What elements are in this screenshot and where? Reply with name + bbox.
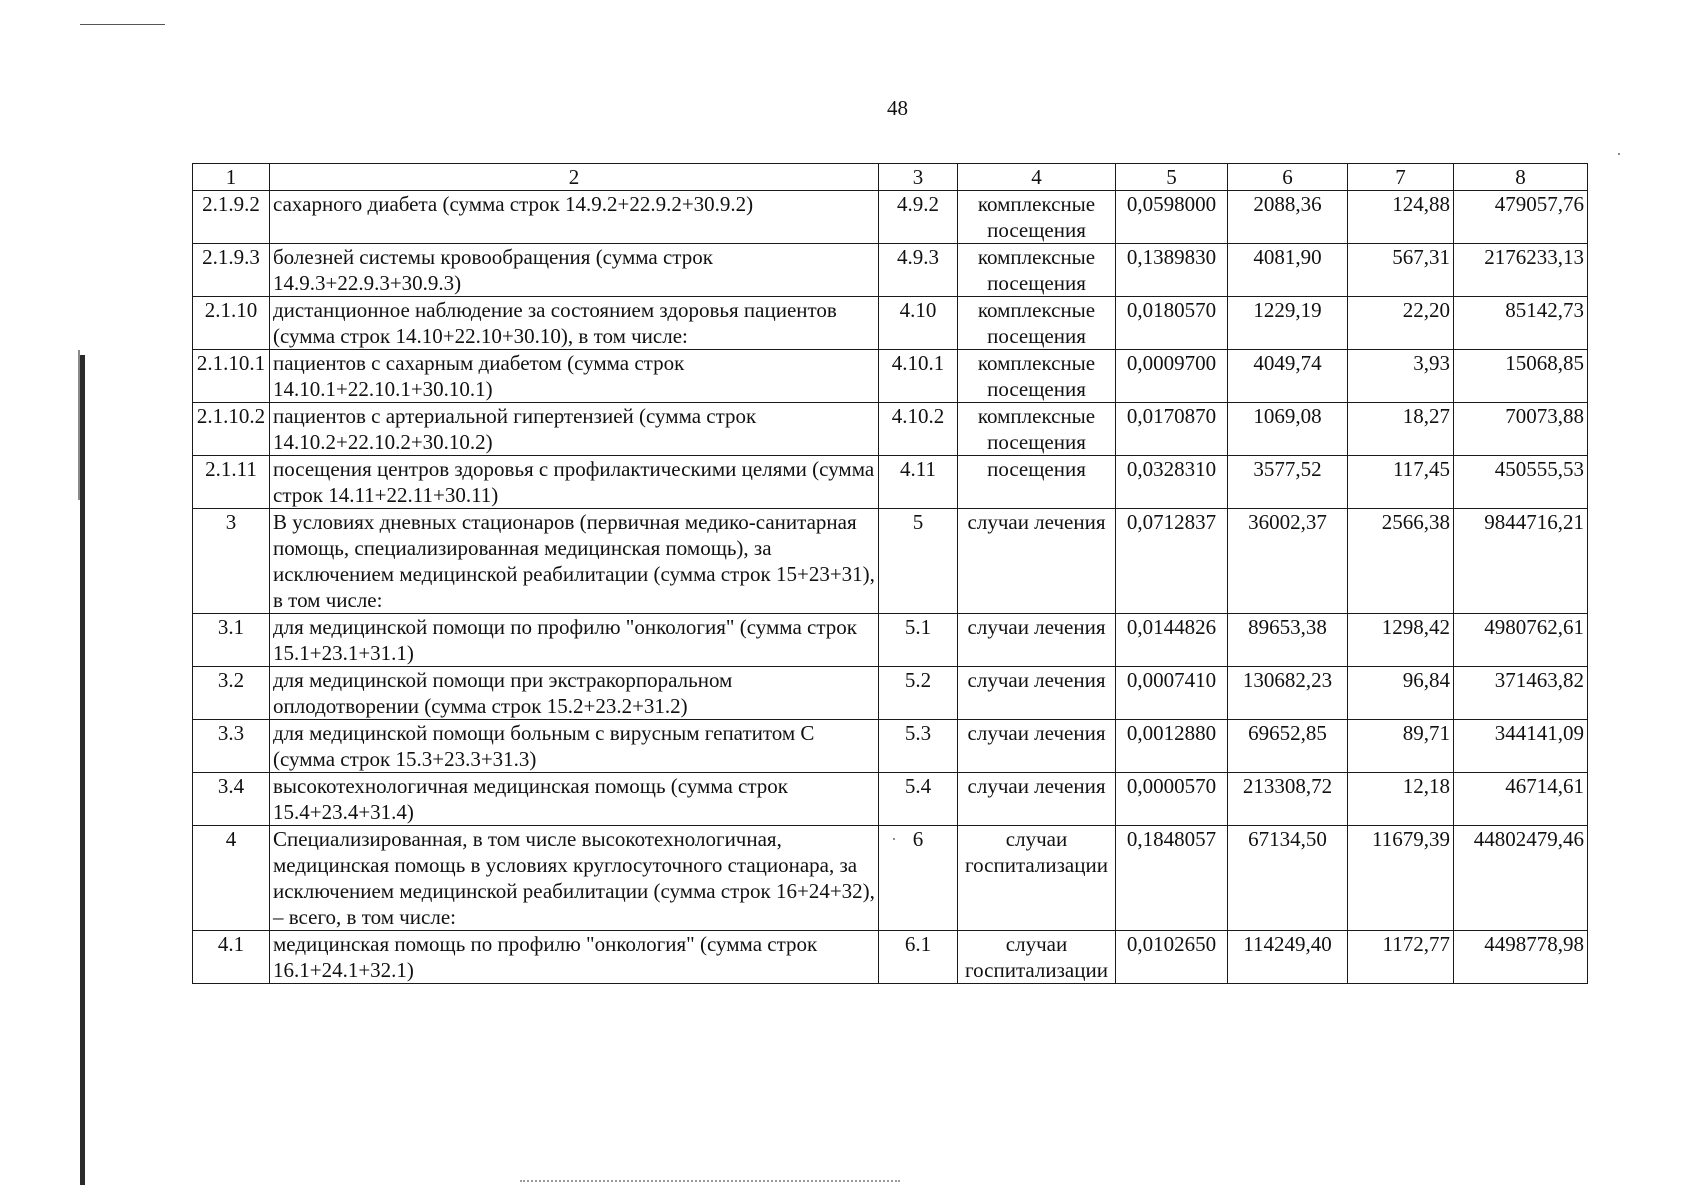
per-capita-cell: 3,93 bbox=[1348, 350, 1454, 403]
per-capita-cell: 117,45 bbox=[1348, 456, 1454, 509]
header-cell: 2 bbox=[270, 164, 879, 191]
line-code-cell: 4.10.2 bbox=[879, 403, 958, 456]
indicator-name-cell: пациентов с артериальной гипертензией (сумма строк 14.10.2+22.10.2+30.10.2) bbox=[270, 403, 879, 456]
cost-norm-cell: 1229,19 bbox=[1228, 297, 1348, 350]
indicator-name-cell: пациентов с сахарным диабетом (сумма строк 14.10.1+22.10.1+30.10.1) bbox=[270, 350, 879, 403]
cost-norm-cell: 4049,74 bbox=[1228, 350, 1348, 403]
volume-norm-cell: 0,0144826 bbox=[1116, 614, 1228, 667]
indicator-name-cell: медицинская помощь по профилю "онкология" (сумма строк 16.1+24.1+32.1) bbox=[270, 931, 879, 984]
cost-norm-cell: 114249,40 bbox=[1228, 931, 1348, 984]
row-number-cell: 3 bbox=[193, 509, 270, 614]
cost-norm-cell: 130682,23 bbox=[1228, 667, 1348, 720]
volume-norm-cell: 0,0328310 bbox=[1116, 456, 1228, 509]
indicator-name-cell: посещения центров здоровья с профилактическими целями (сумма строк 14.11+22.11+30.11) bbox=[270, 456, 879, 509]
cost-norm-cell: 1069,08 bbox=[1228, 403, 1348, 456]
per-capita-cell: 11679,39 bbox=[1348, 826, 1454, 931]
unit-cell: случаи лечения bbox=[958, 773, 1116, 826]
volume-norm-cell: 0,0009700 bbox=[1116, 350, 1228, 403]
table-row bbox=[193, 509, 1588, 614]
page-number: 48 bbox=[887, 96, 908, 120]
volume-norm-cell: 0,0007410 bbox=[1116, 667, 1228, 720]
volume-norm-cell: 0,0000570 bbox=[1116, 773, 1228, 826]
line-code-cell: 4.10 bbox=[879, 297, 958, 350]
row-number-cell: 3.3 bbox=[193, 720, 270, 773]
unit-cell: случаи госпитализации bbox=[958, 826, 1116, 931]
row-number-cell: 2.1.9.3 bbox=[193, 244, 270, 297]
table-row bbox=[193, 826, 1588, 931]
total-cell: 450555,53 bbox=[1454, 456, 1588, 509]
total-cell: 44802479,46 bbox=[1454, 826, 1588, 931]
total-cell: 70073,88 bbox=[1454, 403, 1588, 456]
table-row bbox=[193, 720, 1588, 773]
unit-cell: случаи лечения bbox=[958, 614, 1116, 667]
unit-cell: комплексные посещения bbox=[958, 297, 1116, 350]
total-cell: 85142,73 bbox=[1454, 297, 1588, 350]
scan-edge-bar bbox=[80, 355, 85, 1185]
cost-norm-cell: 67134,50 bbox=[1228, 826, 1348, 931]
volume-norm-cell: 0,0180570 bbox=[1116, 297, 1228, 350]
total-cell: 371463,82 bbox=[1454, 667, 1588, 720]
per-capita-cell: 1298,42 bbox=[1348, 614, 1454, 667]
total-cell: 46714,61 bbox=[1454, 773, 1588, 826]
per-capita-cell: 18,27 bbox=[1348, 403, 1454, 456]
line-code-cell: 4.9.2 bbox=[879, 191, 958, 244]
table-row bbox=[193, 931, 1588, 984]
indicator-name-cell: сахарного диабета (сумма строк 14.9.2+22.9.2+30.9.2) bbox=[270, 191, 879, 244]
cost-norm-cell: 3577,52 bbox=[1228, 456, 1348, 509]
total-cell: 9844716,21 bbox=[1454, 509, 1588, 614]
unit-cell: комплексные посещения bbox=[958, 244, 1116, 297]
cost-norm-cell: 2088,36 bbox=[1228, 191, 1348, 244]
row-number-cell: 4.1 bbox=[193, 931, 270, 984]
unit-cell: случаи лечения bbox=[958, 720, 1116, 773]
line-code-cell: 5.4 bbox=[879, 773, 958, 826]
data-table bbox=[192, 163, 1588, 984]
total-cell: 4980762,61 bbox=[1454, 614, 1588, 667]
unit-cell: случаи лечения bbox=[958, 509, 1116, 614]
volume-norm-cell: 0,0170870 bbox=[1116, 403, 1228, 456]
cost-norm-cell: 213308,72 bbox=[1228, 773, 1348, 826]
table-header-row bbox=[193, 164, 1588, 191]
row-number-cell: 3.4 bbox=[193, 773, 270, 826]
total-cell: 344141,09 bbox=[1454, 720, 1588, 773]
cost-norm-cell: 4081,90 bbox=[1228, 244, 1348, 297]
indicator-name-cell: для медицинской помощи при экстракорпоральном оплодотворении (сумма строк 15.2+23.2+31.2) bbox=[270, 667, 879, 720]
cost-norm-cell: 36002,37 bbox=[1228, 509, 1348, 614]
line-code-cell: 6.1 bbox=[879, 931, 958, 984]
header-cell: 7 bbox=[1348, 164, 1454, 191]
line-code-cell: 5.3 bbox=[879, 720, 958, 773]
cost-norm-cell: 89653,38 bbox=[1228, 614, 1348, 667]
volume-norm-cell: 0,1389830 bbox=[1116, 244, 1228, 297]
row-number-cell: 4 bbox=[193, 826, 270, 931]
table-row bbox=[193, 350, 1588, 403]
row-number-cell: 2.1.10.1 bbox=[193, 350, 270, 403]
unit-cell: комплексные посещения bbox=[958, 350, 1116, 403]
table-row bbox=[193, 773, 1588, 826]
row-number-cell: 3.2 bbox=[193, 667, 270, 720]
header-cell: 3 bbox=[879, 164, 958, 191]
per-capita-cell: 89,71 bbox=[1348, 720, 1454, 773]
per-capita-cell: 22,20 bbox=[1348, 297, 1454, 350]
cost-norm-cell: 69652,85 bbox=[1228, 720, 1348, 773]
row-number-cell: 2.1.11 bbox=[193, 456, 270, 509]
line-code-cell: 4.11 bbox=[879, 456, 958, 509]
indicator-name-cell: для медицинской помощи больным с вирусным гепатитом С (сумма строк 15.3+23.3+31.3) bbox=[270, 720, 879, 773]
header-cell: 8 bbox=[1454, 164, 1588, 191]
per-capita-cell: 1172,77 bbox=[1348, 931, 1454, 984]
line-code-cell: 6 bbox=[879, 826, 958, 931]
total-cell: 479057,76 bbox=[1454, 191, 1588, 244]
top-rule bbox=[80, 24, 165, 25]
volume-norm-cell: 0,1848057 bbox=[1116, 826, 1228, 931]
volume-norm-cell: 0,0598000 bbox=[1116, 191, 1228, 244]
per-capita-cell: 124,88 bbox=[1348, 191, 1454, 244]
total-cell: 4498778,98 bbox=[1454, 931, 1588, 984]
table-row bbox=[193, 614, 1588, 667]
row-number-cell: 2.1.10.2 bbox=[193, 403, 270, 456]
line-code-cell: 5.1 bbox=[879, 614, 958, 667]
table-row bbox=[193, 667, 1588, 720]
line-code-cell: 4.10.1 bbox=[879, 350, 958, 403]
per-capita-cell: 2566,38 bbox=[1348, 509, 1454, 614]
header-cell: 6 bbox=[1228, 164, 1348, 191]
total-cell: 2176233,13 bbox=[1454, 244, 1588, 297]
volume-norm-cell: 0,0012880 bbox=[1116, 720, 1228, 773]
indicator-name-cell: В условиях дневных стационаров (первичная медико-санитарная помощь, специализированная медицинская помощь), за исключением медицинской реабилитации (сумма строк 15+23+31), в том числе: bbox=[270, 509, 879, 614]
unit-cell: посещения bbox=[958, 456, 1116, 509]
unit-cell: комплексные посещения bbox=[958, 191, 1116, 244]
unit-cell: случаи госпитализации bbox=[958, 931, 1116, 984]
header-cell: 1 bbox=[193, 164, 270, 191]
indicator-name-cell: дистанционное наблюдение за состоянием здоровья пациентов (сумма строк 14.10+22.10+30.10), в том числе: bbox=[270, 297, 879, 350]
per-capita-cell: 567,31 bbox=[1348, 244, 1454, 297]
header-cell: 5 bbox=[1116, 164, 1228, 191]
scan-speck bbox=[1618, 153, 1620, 155]
line-code-cell: 4.9.3 bbox=[879, 244, 958, 297]
scan-edge-bottom bbox=[520, 1180, 900, 1182]
indicator-name-cell: Специализированная, в том числе высокотехнологичная, медицинская помощь в условиях круглосуточного стационара, за исключением медицинской реабилитации (сумма строк 16+24+32), – всего, в том числе: bbox=[270, 826, 879, 931]
per-capita-cell: 96,84 bbox=[1348, 667, 1454, 720]
indicator-name-cell: болезней системы кровообращения (сумма строк 14.9.3+22.9.3+30.9.3) bbox=[270, 244, 879, 297]
table-row bbox=[193, 297, 1588, 350]
header-cell: 4 bbox=[958, 164, 1116, 191]
table-row bbox=[193, 456, 1588, 509]
table-row bbox=[193, 191, 1588, 244]
volume-norm-cell: 0,0712837 bbox=[1116, 509, 1228, 614]
row-number-cell: 3.1 bbox=[193, 614, 270, 667]
table-row bbox=[193, 403, 1588, 456]
volume-norm-cell: 0,0102650 bbox=[1116, 931, 1228, 984]
unit-cell: случаи лечения bbox=[958, 667, 1116, 720]
row-number-cell: 2.1.10 bbox=[193, 297, 270, 350]
per-capita-cell: 12,18 bbox=[1348, 773, 1454, 826]
unit-cell: комплексные посещения bbox=[958, 403, 1116, 456]
total-cell: 15068,85 bbox=[1454, 350, 1588, 403]
line-code-cell: 5.2 bbox=[879, 667, 958, 720]
table-row bbox=[193, 244, 1588, 297]
line-code-cell: 5 bbox=[879, 509, 958, 614]
row-number-cell: 2.1.9.2 bbox=[193, 191, 270, 244]
indicator-name-cell: высокотехнологичная медицинская помощь (сумма строк 15.4+23.4+31.4) bbox=[270, 773, 879, 826]
indicator-name-cell: для медицинской помощи по профилю "онкология" (сумма строк 15.1+23.1+31.1) bbox=[270, 614, 879, 667]
